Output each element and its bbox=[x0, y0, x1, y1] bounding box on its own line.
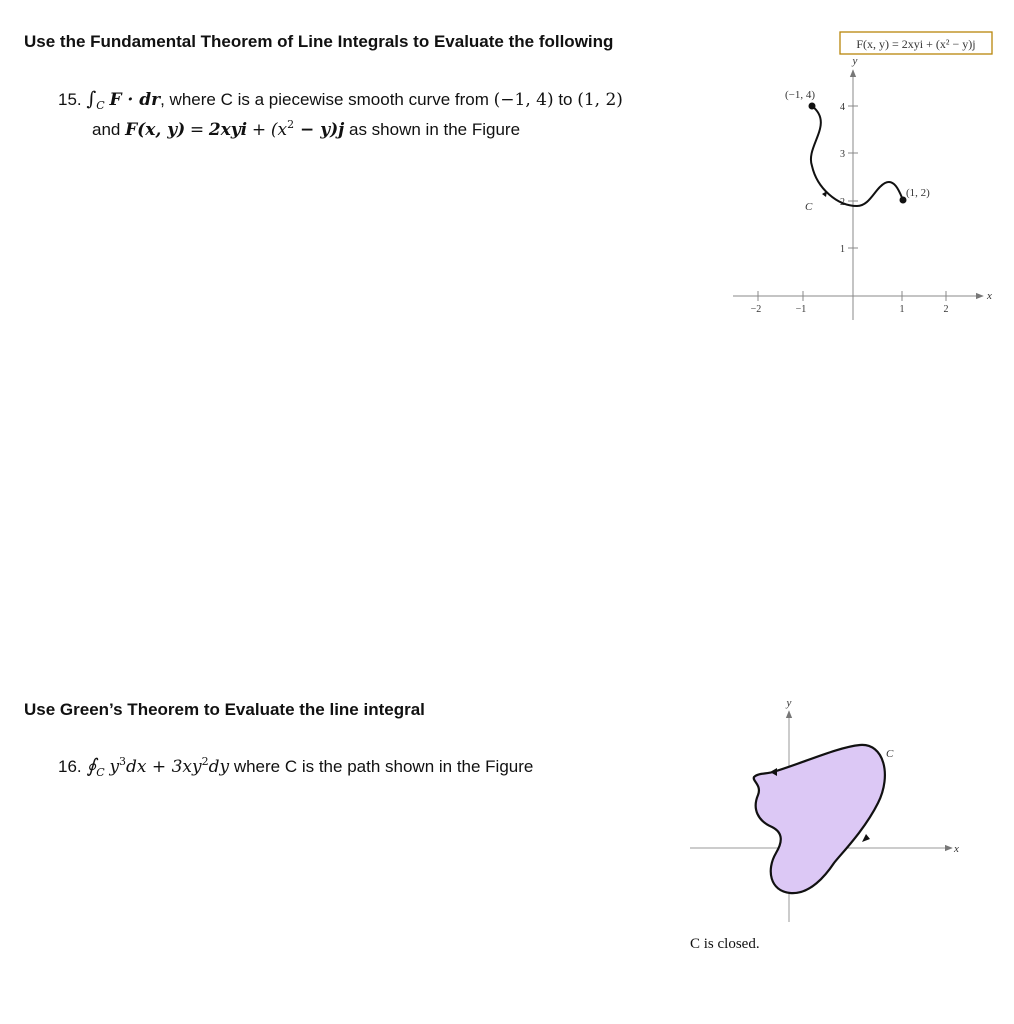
x-axis-label: x bbox=[954, 843, 959, 855]
integral-symbol: ∫ bbox=[86, 88, 97, 110]
field-lhs: F(x, y) bbox=[125, 120, 186, 140]
x-tick-label: 2 bbox=[943, 304, 949, 315]
contour-integral-symbol: ∮ bbox=[86, 755, 97, 777]
curve-arrow bbox=[822, 191, 827, 197]
section1-heading: Use the Fundamental Theorem of Line Integrals to Evaluate the following bbox=[24, 32, 614, 51]
figure-15 bbox=[725, 28, 1010, 328]
figure-caption: C is closed. bbox=[690, 936, 760, 952]
integrand-middle-exp: 2 bbox=[201, 755, 209, 768]
integrand-y-exp: 3 bbox=[119, 755, 127, 768]
y-axis-label: y bbox=[786, 697, 792, 709]
field-rhs-b-open: (x bbox=[270, 120, 288, 140]
end-label: (1, 2) bbox=[906, 187, 930, 199]
x-tick-label: 1 bbox=[899, 304, 905, 315]
start-label: (−1, 4) bbox=[785, 89, 816, 101]
integrand: F · dr bbox=[109, 90, 161, 110]
orientation-arrow-right bbox=[862, 834, 870, 842]
integrand-middle: dx + 3xy bbox=[126, 757, 202, 777]
problem-16-tail: where C is the path shown in the Figure bbox=[233, 757, 534, 776]
problem-15-tail: as shown in the Figure bbox=[349, 120, 521, 139]
problem-15-line1 bbox=[58, 88, 623, 110]
figure-16 bbox=[688, 695, 978, 930]
end-point: (1, 2) bbox=[577, 90, 623, 110]
curve-label: C bbox=[886, 748, 894, 760]
to-word: to bbox=[558, 90, 573, 109]
problem-15-text-a: , where C is a piecewise smooth curve from bbox=[160, 90, 494, 109]
field-eq: = bbox=[189, 120, 205, 140]
start-point: (−1, 4) bbox=[493, 90, 554, 110]
y-tick-label: 4 bbox=[840, 102, 845, 113]
x-axis-label: x bbox=[987, 290, 992, 302]
problem-16-line bbox=[58, 755, 533, 777]
y-axis-label: y bbox=[852, 55, 858, 67]
field-rhs-b-close: − y)j bbox=[294, 120, 345, 140]
integrand-y: y bbox=[109, 757, 120, 777]
curve-label: C bbox=[805, 201, 813, 213]
curve-c bbox=[811, 106, 903, 206]
problem-16-number: 16. bbox=[58, 757, 82, 776]
field-rhs-b-exp: 2 bbox=[287, 118, 295, 131]
problem-15-line2 bbox=[92, 120, 520, 140]
closed-region bbox=[754, 745, 885, 893]
section2-heading: Use Green’s Theorem to Evaluate the line integral bbox=[24, 700, 425, 719]
integral-subscript: C bbox=[96, 99, 105, 112]
x-tick-label: −1 bbox=[795, 304, 807, 315]
x-tick-label: −2 bbox=[750, 304, 762, 315]
y-tick-label: 3 bbox=[840, 149, 845, 160]
contour-integral-subscript: C bbox=[96, 766, 105, 779]
problem-15-number: 15. bbox=[58, 90, 82, 109]
y-tick-label: 2 bbox=[840, 197, 845, 208]
field-plus: + bbox=[251, 120, 267, 140]
integrand-dy: dy bbox=[208, 757, 230, 777]
field-label: F(x, y) = 2xyi + (x² − y)j bbox=[856, 37, 976, 51]
y-tick-label: 1 bbox=[840, 244, 845, 255]
start-dot bbox=[809, 103, 816, 110]
field-rhs-a: 2xyi bbox=[208, 120, 248, 140]
and-word: and bbox=[92, 120, 121, 139]
